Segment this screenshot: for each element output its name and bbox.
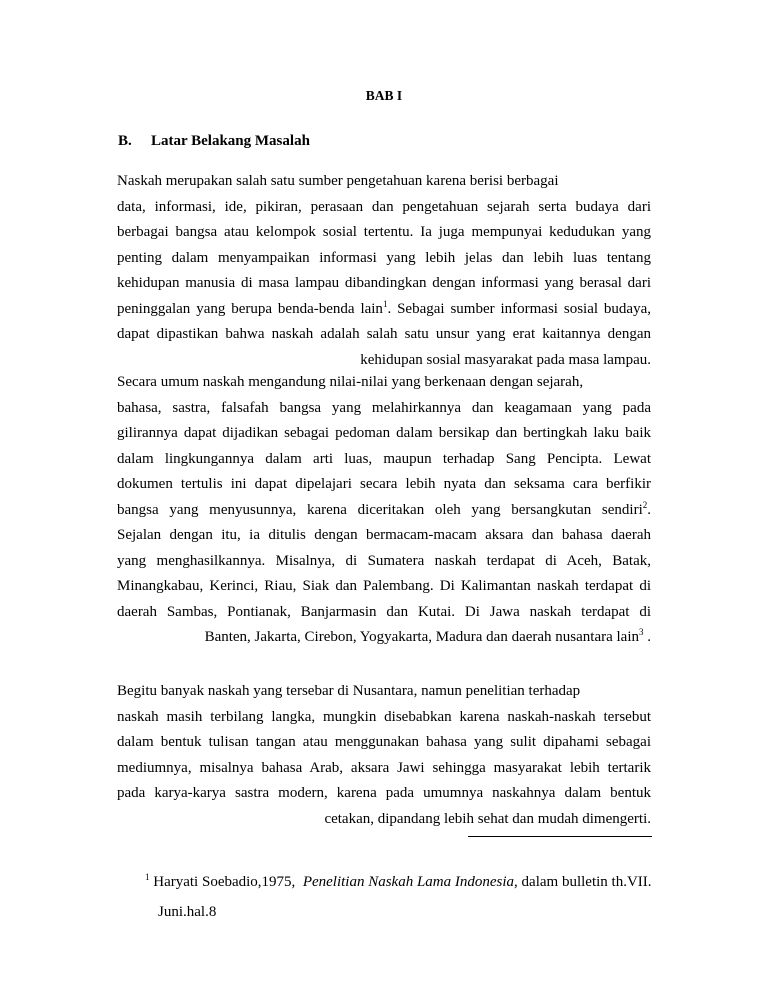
paragraph-line: Naskah merupakan salah satu sumber pengetahuan karena berisi berbagai <box>117 173 559 189</box>
paragraph-line: kehidupan manusia di masa lampau dibandingkan dengan informasi yang berasal dari <box>117 275 651 291</box>
footnote <box>145 867 652 927</box>
paragraph-line: bahasa, sastra, falsafah bangsa yang melahirkannya dan keagamaan yang pada <box>117 399 651 416</box>
footnote-marker: 3 <box>639 627 644 637</box>
paragraph-1 <box>117 169 651 373</box>
footnote-title: Penelitian Naskah Lama Indonesia <box>302 874 515 890</box>
paragraph-2 <box>117 370 651 651</box>
paragraph-line: dapat dipastikan bahwa naskah adalah salah satu unsur yang erat kaitannya dengan <box>117 326 651 342</box>
footnote-marker: 2 <box>642 499 648 510</box>
line-text: . <box>647 501 651 518</box>
paragraph-line: Begitu banyak naskah yang tersebar di Nusantara, namun penelitian terhadap <box>117 683 581 699</box>
footnote-author: Haryati Soebadio,1975, <box>153 874 296 890</box>
footnote-line: Juni.hal.8 <box>158 904 217 920</box>
paragraph-line: naskah masih terbilang langka, mungkin disebabkan karena naskah-naskah tersebut <box>117 708 651 725</box>
section-title: Latar Belakang Masalah <box>151 133 310 149</box>
paragraph-line: cetakan, dipandang lebih sehat dan mudah dimengerti. <box>324 810 651 827</box>
paragraph-line <box>117 625 651 651</box>
section-number: B. <box>118 133 132 149</box>
paragraph-line: data, informasi, ide, pikiran, perasaan dan pengetahuan sejarah serta budaya dari <box>117 198 651 215</box>
paragraph-3 <box>117 679 651 832</box>
paragraph-line: Secara umum naskah mengandung nilai-nilai yang berkenaan dengan sejarah, <box>117 374 584 390</box>
footnote-rest: , dalam bulletin th.VII. <box>514 874 652 890</box>
paragraph-line: Sejalan dengan itu, ia ditulis dengan bermacam-macam aksara dan bahasa daerah <box>117 527 651 543</box>
chapter-title: BAB I <box>365 88 403 103</box>
paragraph-line: Minangkabau, Kerinci, Riau, Siak dan Palembang. Di Kalimantan naskah terdapat di <box>117 578 651 594</box>
footnote-marker: 1 <box>382 298 388 309</box>
line-text: . <box>643 629 651 645</box>
paragraph-line: kehidupan sosial masyarakat pada masa lampau. <box>360 351 651 368</box>
footnote-separator <box>468 836 652 837</box>
paragraph-line: daerah Sambas, Pontianak, Banjarmasin dan Kutai. Di Jawa naskah terdapat di <box>117 603 651 620</box>
paragraph-line: gilirannya dapat dijadikan sebagai pedoman dalam bersikap dan bertingkah laku baik <box>117 425 651 441</box>
paragraph-line: pada karya-karya sastra modern, karena pada umumnya naskahnya dalam bentuk <box>117 785 651 801</box>
paragraph-line: dalam lingkungannya dalam arti luas, maupun terhadap Sang Pencipta. Lewat <box>117 450 651 467</box>
paragraph-line <box>117 297 651 323</box>
paragraph-line <box>117 498 651 524</box>
line-text: bangsa yang menyusunnya, karena diceritakan oleh yang bersangkutan sendiri <box>117 501 643 518</box>
footnote-line <box>145 867 652 897</box>
paragraph-line: dokumen tertulis ini dapat dipelajari secara lebih nyata dan seksama cara berfikir <box>117 476 651 492</box>
paragraph-line: mediumnya, misalnya bahasa Arab, aksara Jawi sehingga masyarakat lebih tertarik <box>117 759 651 776</box>
paragraph-line: penting dalam menyampaikan informasi yang lebih jelas dan lebih luas tentang <box>117 249 651 266</box>
paragraph-line: yang menghasilkannya. Misalnya, di Sumatera naskah terdapat di Aceh, Batak, <box>117 552 651 569</box>
line-text: peninggalan yang berupa benda-benda lain <box>117 300 383 317</box>
paragraph-line: dalam bentuk tulisan tangan atau menggunakan bahasa yang sulit dipahami sebagai <box>117 734 651 750</box>
line-text: Banten, Jakarta, Cirebon, Yogyakarta, Madura dan daerah nusantara lain <box>204 629 639 645</box>
section-heading <box>118 133 310 150</box>
paragraph-line: berbagai bangsa atau kelompok sosial tertentu. Ia juga mempunyai kedudukan yang <box>117 224 651 240</box>
footnote-number: 1 <box>145 872 150 882</box>
line-text: . Sebagai sumber informasi sosial budaya, <box>387 300 651 317</box>
